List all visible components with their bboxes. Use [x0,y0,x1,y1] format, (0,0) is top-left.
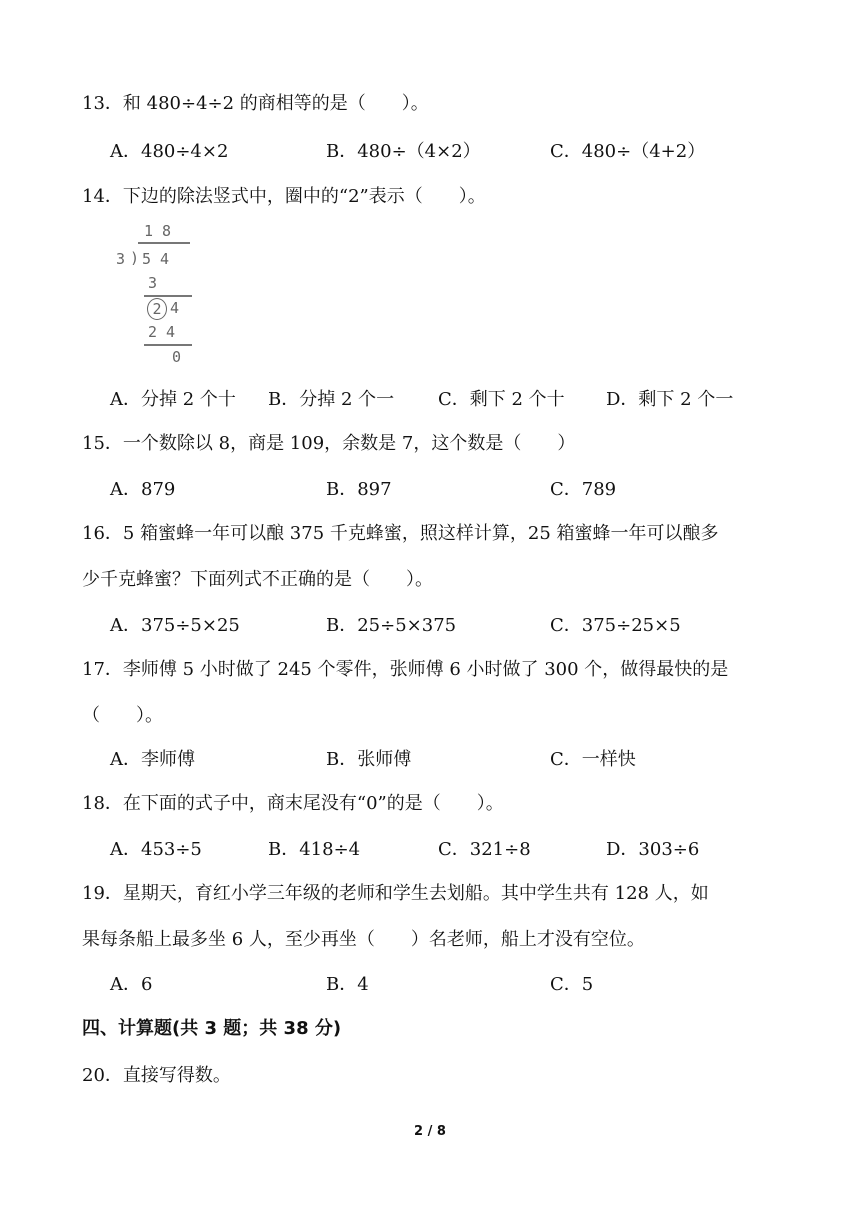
option-b[interactable]: B．张师傅 [326,749,412,770]
section-heading: 四、计算题(共 3 题；共 38 分) [82,1018,342,1039]
question-15-stem [82,432,575,456]
option-c[interactable]: C．480÷（4+2） [550,141,706,162]
dividend: 5 4 [142,250,170,268]
option-a[interactable]: A．375÷5×25 [110,615,240,636]
question-number: 19． [82,883,123,904]
question-text: 李师傅 5 小时做了 245 个零件，张师傅 6 小时做了 300 个，做得最快的是 [122,659,729,680]
question-text: 5 箱蜜蜂一年可以酿 375 千克蜂蜜，照这样计算，25 箱蜜蜂一年可以酿多 [122,523,719,544]
question-13-stem [82,92,429,116]
option-c[interactable]: C．789 [550,479,617,500]
option-a[interactable]: A．480÷4×2 [110,141,229,162]
question-text: 星期天，育红小学三年级的老师和学生去划船。其中学生共有 128 人，如 [122,883,709,904]
question-16-stem-continued: 少千克蜂蜜？下面列式不正确的是（ ）。 [82,569,433,590]
option-b[interactable]: B．897 [326,479,392,500]
question-17-stem-continued: （ ）。 [82,705,163,726]
long-division-figure [110,222,200,368]
option-a[interactable]: A．李师傅 [110,749,195,770]
question-20-stem: 20．直接写得数。 [82,1065,231,1086]
quotient: 1 8 [144,222,172,240]
question-number: 15． [82,433,123,454]
option-b[interactable]: B．4 [326,974,369,995]
question-19-stem-continued: 果每条船上最多坐 6 人，至少再坐（ ）名老师，船上才没有空位。 [82,929,645,950]
question-number: 14． [82,186,123,207]
option-c[interactable]: C．375÷25×5 [550,615,681,636]
division-bar [138,242,190,244]
option-b[interactable]: B．418÷4 [268,839,361,860]
question-18-stem [82,792,504,816]
question-19-stem [82,882,709,906]
question-number: 18． [82,793,123,814]
option-a[interactable]: A．6 [110,974,153,995]
option-c[interactable]: C．321÷8 [438,839,531,860]
question-text: 下边的除法竖式中，圈中的“2”表示（ ）。 [122,186,486,207]
division-bracket: ) [130,249,140,267]
question-number: 17． [82,659,123,680]
option-b[interactable]: B．480÷（4×2） [326,141,481,162]
page-number: 2 / 8 [414,1124,446,1139]
option-c[interactable]: C．剩下 2 个十 [438,389,565,410]
option-c[interactable]: C．一样快 [550,749,636,770]
step-1-product: 3 [148,274,158,292]
question-text: 在下面的式子中，商末尾没有“0”的是（ ）。 [122,793,504,814]
option-b[interactable]: B．25÷5×375 [326,615,457,636]
option-a[interactable]: A．879 [110,479,176,500]
remainder-digit: 4 [170,299,180,317]
option-a[interactable]: A．分掉 2 个十 [110,389,236,410]
option-c[interactable]: C．5 [550,974,594,995]
step-1-rule [144,295,192,297]
option-d[interactable]: D．303÷6 [606,839,700,860]
question-number: 16． [82,523,123,544]
remainder-circled-digit: 2 [147,298,167,320]
step-2-rule [144,344,192,346]
question-number: 13． [82,93,123,114]
question-text: 和 480÷4÷2 的商相等的是（ ）。 [122,93,429,114]
option-b[interactable]: B．分掉 2 个一 [268,389,395,410]
question-17-stem [82,658,728,682]
step-2-product: 2 4 [148,323,176,341]
divisor: 3 [116,250,126,268]
option-d[interactable]: D．剩下 2 个一 [606,389,734,410]
question-16-stem [82,522,719,546]
option-a[interactable]: A．453÷5 [110,839,202,860]
question-text: 一个数除以 8，商是 109，余数是 7，这个数是（ ） [122,433,576,454]
final-remainder: 0 [172,348,182,366]
question-14-stem [82,185,486,209]
